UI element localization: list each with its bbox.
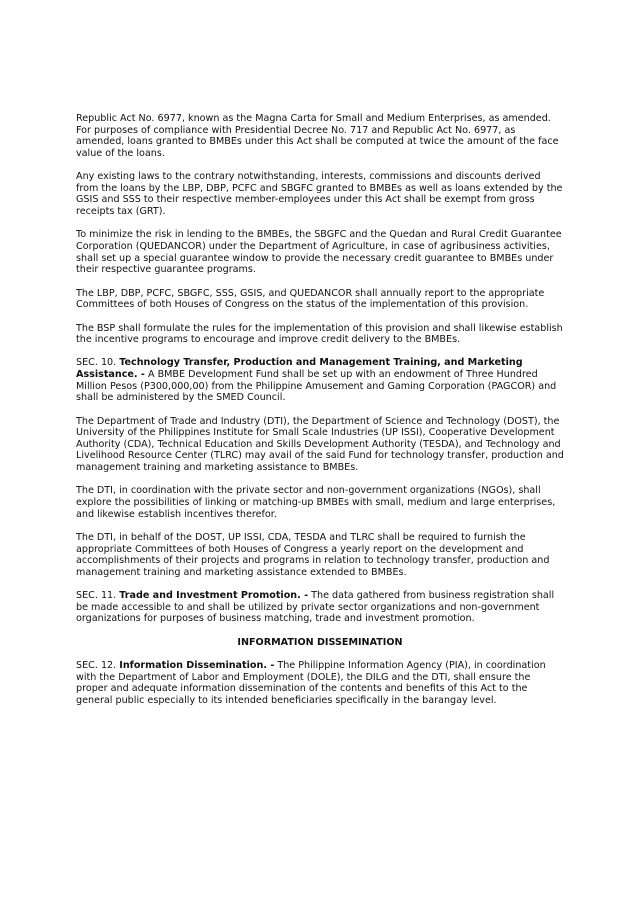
paragraph-dti-report: The DTI, in behalf of the DOST, UP ISSI, CDA, TESDA and TLRC shall be required to furnish the appropriate Committees of both Houses of Congress a yearly report on the development and accomplishments of their projects and programs in relation to technology transfer, production and management training and marketing assistance extended to BMBEs. bbox=[76, 532, 550, 578]
section-11-body: The data gathered from business registration shall be made accessible to and shall be utilized by private sector organizations and non-government organizations for purposes of business matching, trade and investment promotion. bbox=[76, 590, 555, 625]
section-heading: INFORMATION DISSEMINATION bbox=[237, 636, 403, 648]
section-11-prefix: SEC. 11. bbox=[76, 590, 120, 602]
section-10-body: A BMBE Development Fund shall be set up with an endowment of Three Hundred Million Pesos (P300,000,00) from the Philippine Amusement and Gaming Corporation (PAGCOR) and shall be administered by the SMED Council. bbox=[76, 369, 557, 404]
paragraph-dti-linking: The DTI, in coordination with the private sector and non-government organizations (NGOs), shall explore the possibilities of linking or matching-up BMBEs with small, medium and large enterprises, and likewise establish incentives therefor. bbox=[76, 485, 556, 520]
section-11 bbox=[76, 590, 564, 625]
section-12-title: Information Dissemination. - bbox=[119, 660, 275, 672]
paragraph-annual-report: The LBP, DBP, PCFC, SBGFC, SSS, GSIS, and QUEDANCOR shall annually report to the appropriate Committees of both Houses of Congress on the status of the implementation of this provision. bbox=[76, 287, 545, 311]
section-12 bbox=[76, 660, 564, 706]
document-body bbox=[76, 113, 564, 718]
section-10 bbox=[76, 357, 564, 403]
paragraph-grt-exemption: Any existing laws to the contrary notwithstanding, interests, commissions and discounts derived from the loans by the LBP, DBP, PCFC and SBGFC granted to BMBEs as well as loans extended by the GSIS and SSS to their respective member-employees under this Act shall be exempt from gross receipts tax (GRT). bbox=[76, 171, 563, 217]
paragraph-agencies-fund: The Department of Trade and Industry (DTI), the Department of Science and Technology (DOST), the University of the Philippines Institute for Small Scale Industries (UP ISSI), Cooperative Development Authority (CDA), Technical Education and Skills Development Authority (TESDA), and Technology and Livelihood Resource Center (TLRC) may avail of the said Fund for technology transfer, production and management training and marketing assistance to BMBEs. bbox=[76, 415, 564, 474]
section-12-body: The Philippine Information Agency (PIA), in coordination with the Department of Labor and Employment (DOLE), the DILG and the DTI, shall ensure the proper and adequate information dissemination of the contents and benefits of this Act to the general public especially to its intended beneficiaries specifically in the barangay level. bbox=[76, 660, 546, 706]
paragraph-guarantee-window: To minimize the risk in lending to the BMBEs, the SBGFC and the Quedan and Rural Credit Guarantee Corporation (QUEDANCOR) under the Department of Agriculture, in case of agribusiness activities, shall set up a special guarantee window to provide the necessary credit guarantee to BMBEs under their respective guarantee programs. bbox=[76, 229, 562, 276]
section-12-prefix: SEC. 12. bbox=[76, 660, 120, 672]
paragraph-magna-carta: Republic Act No. 6977, known as the Magna Carta for Small and Medium Enterprises, as amended. For purposes of compliance with Presidential Decree No. 717 and Republic Act No. 6977, as amended, loans granted to BMBEs under this Act shall be computed at twice the amount of the face value of the loans. bbox=[76, 113, 559, 159]
paragraph-bsp-rules: The BSP shall formulate the rules for the implementation of this provision and shall likewise establish the incentive programs to encourage and improve credit delivery to the BMBEs. bbox=[76, 322, 563, 346]
section-10-prefix: SEC. 10. bbox=[76, 357, 120, 369]
section-11-title: Trade and Investment Promotion. - bbox=[119, 590, 309, 602]
section-10-title: Technology Transfer, Production and Management Training, and Marketing Assistance. - bbox=[76, 357, 523, 381]
